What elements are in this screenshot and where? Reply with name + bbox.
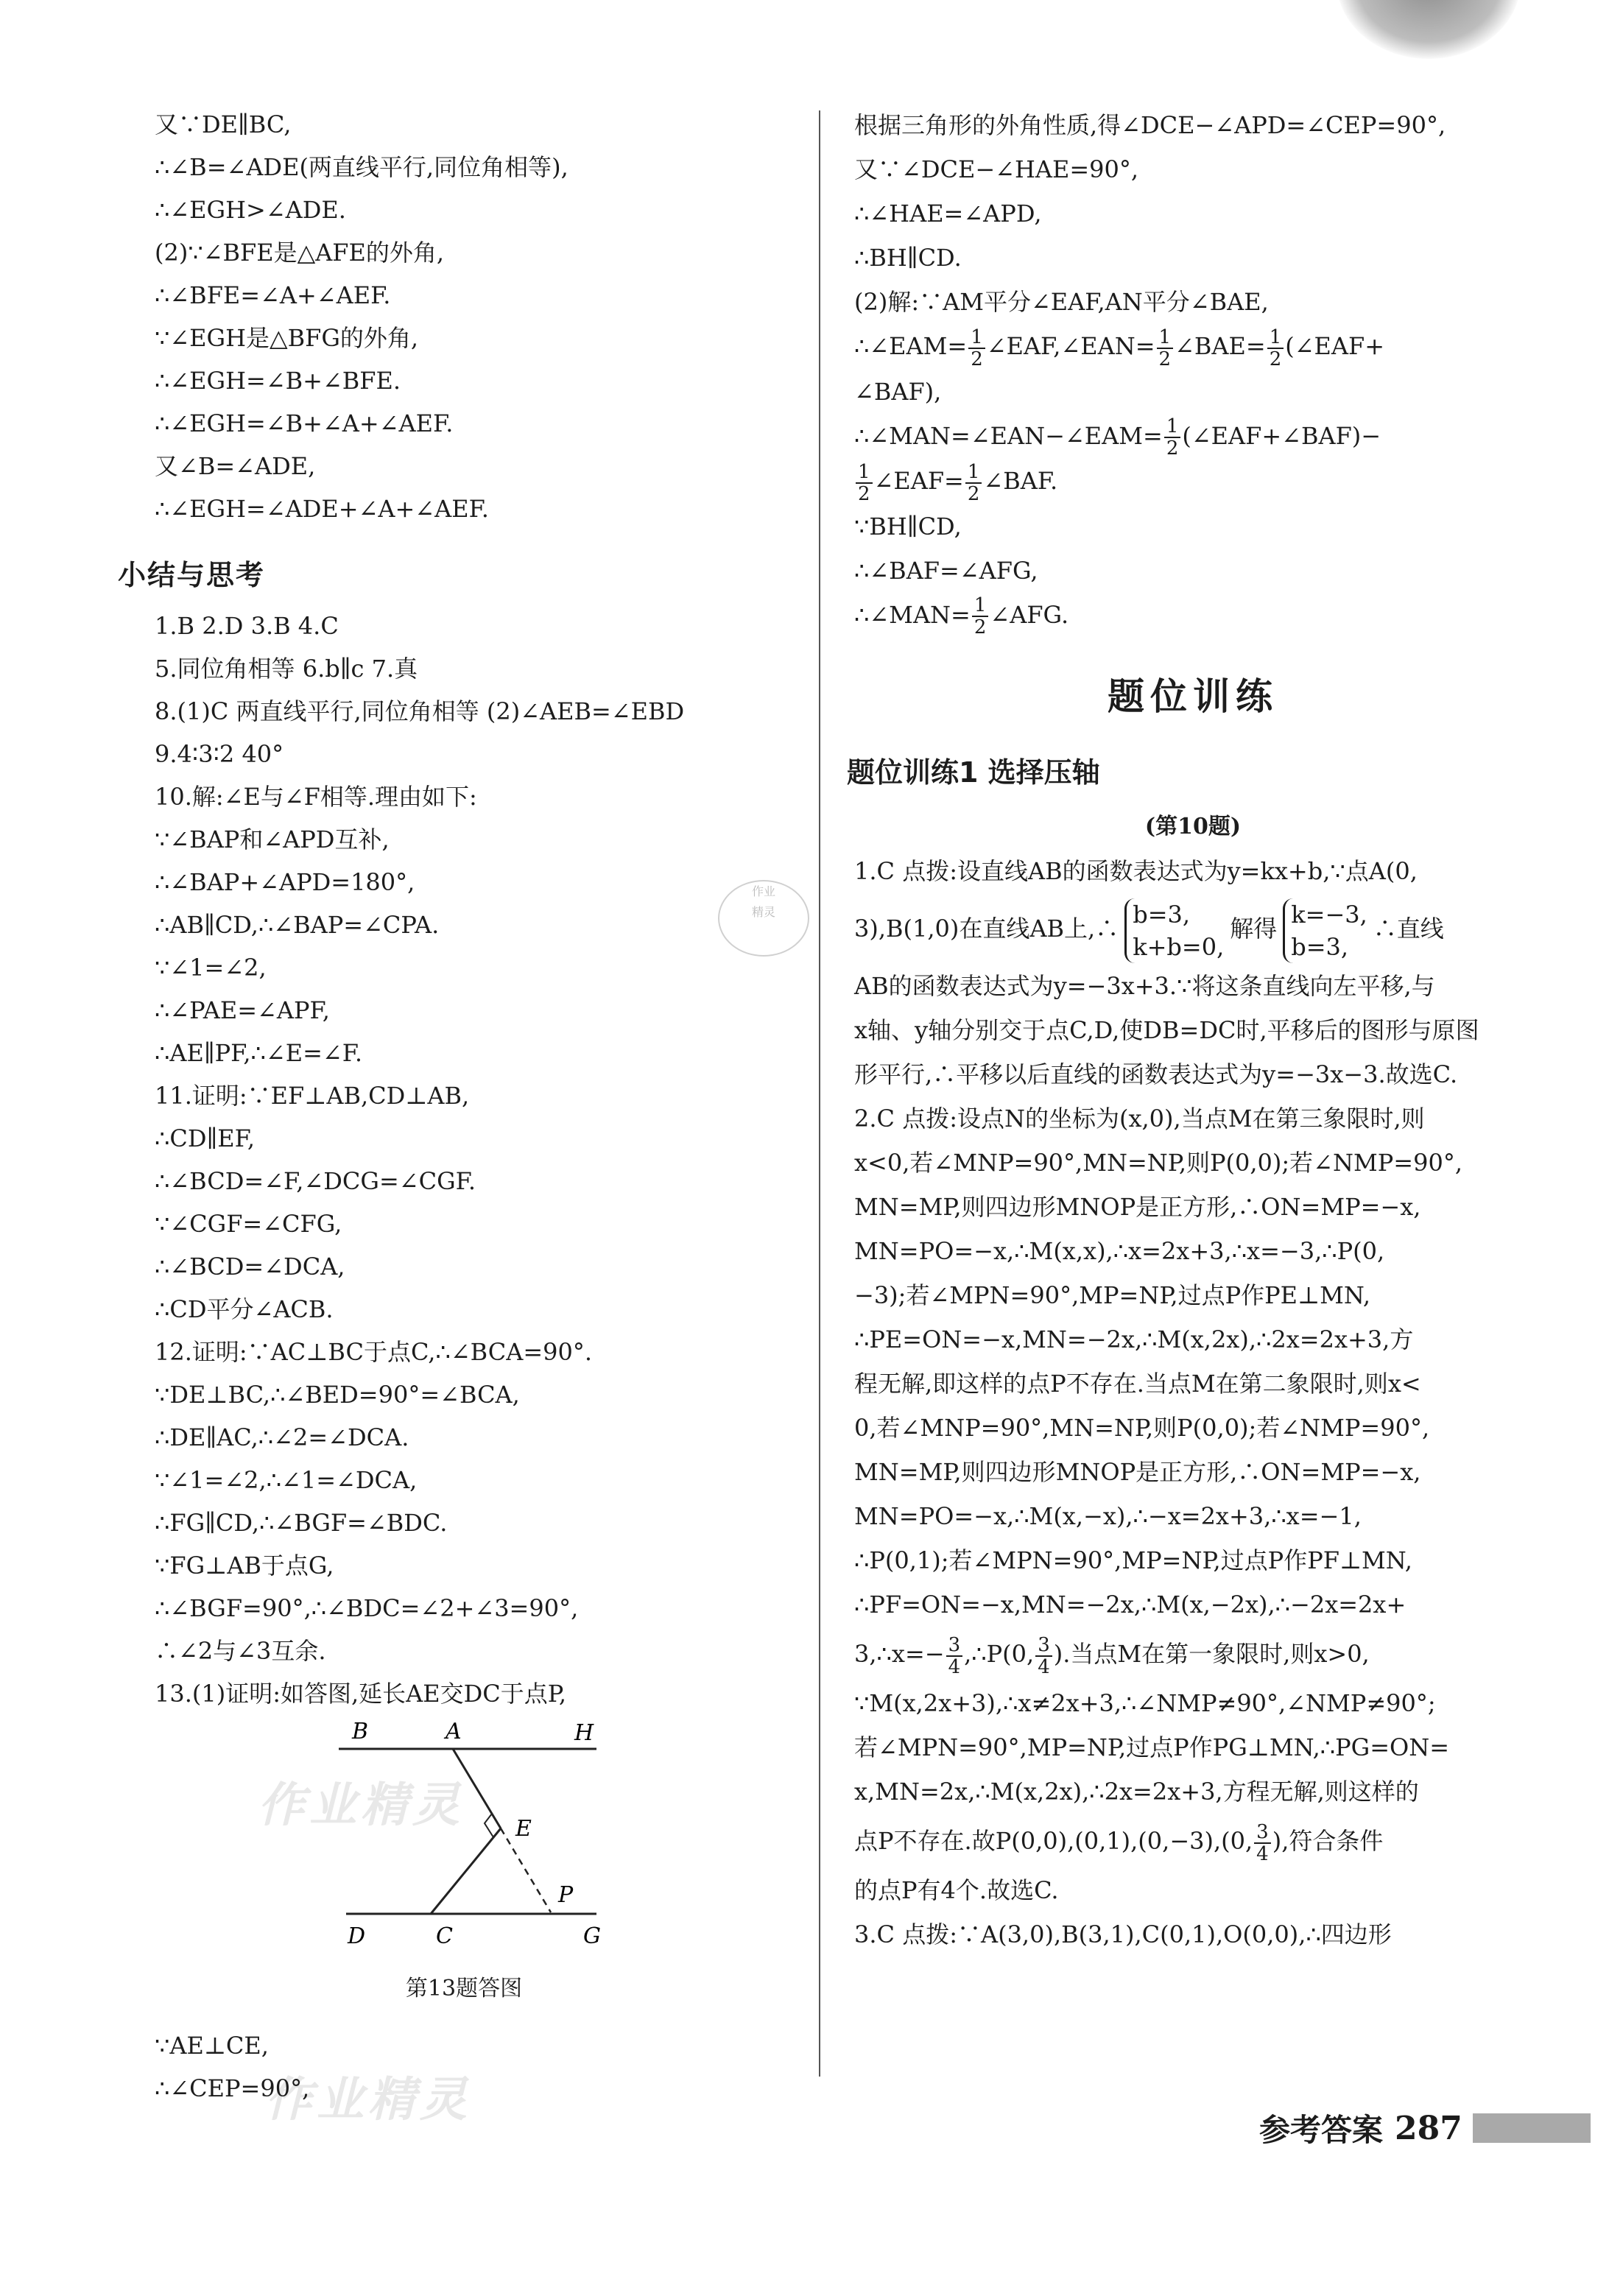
text-line: ∴∠CEP=90°, (155, 2074, 310, 2102)
q1-line: x轴、y轴分别交于点C,D,使DB=DC时,平移后的图形与原图 (854, 1016, 1479, 1044)
left-answers-block (155, 605, 803, 1715)
label-d: D (348, 1923, 366, 1949)
geometry-diagram (155, 1718, 803, 1968)
figure-caption: 第13题答图 (405, 1976, 523, 2001)
text-line: MN=MP,则四边形MNOP是正方形,∴ON=MP=−x, (854, 1193, 1421, 1221)
footer-bar (1473, 2113, 1591, 2143)
baf-line: ∴∠BAF=∠AFG, (854, 556, 1038, 585)
fraction-three-quarters: $\frac{3}{4}$ (946, 1635, 963, 1677)
q1-line: 形平行,∴平移以后直线的函数表达式为y=−3x−3.故选C. (854, 1060, 1458, 1088)
section-sub-title: 题位训练1 选择压轴 (847, 756, 1100, 789)
section-title: 小结与思考 (118, 559, 266, 591)
eam-line-cont: ∠BAF), (854, 377, 942, 406)
label-b: B (352, 1719, 369, 1744)
text-line: 又∠B=∠ADE, (155, 452, 316, 480)
text-line: ∵∠1=∠2,∴∠1=∠DCA, (155, 1466, 418, 1494)
text-line: 根据三角形的外角性质,得∠DCE−∠APD=∠CEP=90°, (854, 111, 1446, 139)
text-line: 程无解,即这样的点P不存在.当点M在第二象限时,则x< (854, 1370, 1421, 1398)
fraction-half: $\frac{1}{2}$ (965, 462, 982, 504)
left-proof-block (155, 103, 803, 530)
text-line: (2)∵∠BFE是△AFE的外角, (155, 239, 445, 267)
stamp-seal: 作业 精灵 (718, 880, 809, 957)
text-line: 若∠MPN=90°,MP=NP,过点P作PG⊥MN,∴PG=ON= (854, 1733, 1450, 1761)
man-line: ∴∠MAN=∠EAN−∠EAM= $\frac{1}{2}$ (∠EAF+∠BAF)− (854, 415, 1381, 459)
text-line: ∵∠BAP和∠APD互补, (155, 825, 390, 853)
text-line: 5.同位角相等 6.b∥c 7.真 (155, 655, 418, 683)
text-line: 12.证明:∵AC⊥BC于点C,∴∠BCA=90°. (155, 1338, 593, 1366)
left-tail-block (155, 2024, 803, 2110)
text-line: ∴∠EGH=∠ADE+∠A+∠AEF. (155, 495, 489, 523)
text-line: ∵∠1=∠2, (155, 954, 267, 982)
fraction-three-quarters: $\frac{3}{4}$ (1254, 1822, 1271, 1864)
text-line: x,MN=2x,∴M(x,2x),∴2x=2x+3,方程无解,则这样的 (854, 1778, 1419, 1806)
text-line: (2)解:∵AM平分∠EAF,AN平分∠BAE, (854, 288, 1269, 316)
figure-13 (155, 1718, 803, 1968)
q1-system-line: 3),B(1,0)在直线AB上,∴ b=3, k+b=0, 解得 k=−3, b=3, ∴直线 (854, 893, 1532, 964)
right-proof-block (854, 103, 1532, 324)
text-line: 又∵DE∥BC, (155, 110, 292, 138)
label-c: C (436, 1923, 453, 1949)
q2-fraction-line: 3,∴x=− $\frac{3}{4}$ ,∴P(0, $\frac{3}{4}$ ).当点M在第一象限时,则x>0, (854, 1633, 1370, 1678)
left-column (118, 103, 803, 2110)
text-line: ∴AE∥PF,∴∠E=∠F. (155, 1039, 363, 1067)
eam-line: ∴∠EAM= $\frac{1}{2}$ ∠EAF,∠EAN= $\frac{1}{2}$ ∠BAE= $\frac{1}{2}$ (∠EAF+ (854, 325, 1385, 370)
text-line: 又∵∠DCE−∠HAE=90°, (854, 155, 1139, 183)
text-line: ∴∠HAE=∠APD, (854, 200, 1042, 228)
segment-ec (431, 1828, 501, 1914)
label-a: A (446, 1719, 462, 1744)
footer-label: 参考答案 (1259, 2112, 1384, 2148)
text-line: ∴PF=ON=−x,MN=−2x,∴M(x,−2x),∴−2x=2x+ (854, 1591, 1406, 1619)
text-line: −3);若∠MPN=90°,MP=NP,过点P作PE⊥MN, (854, 1281, 1370, 1309)
label-g: G (583, 1923, 601, 1949)
final-line: ∴∠MAN= $\frac{1}{2}$ ∠AFG. (854, 594, 1069, 638)
fraction-half: $\frac{1}{2}$ (856, 462, 873, 504)
text-line: ∵∠EGH是△BFG的外角, (155, 324, 419, 352)
fraction-three-quarters: $\frac{3}{4}$ (1035, 1635, 1052, 1677)
section-big-title: 题位训练 (1108, 675, 1278, 718)
segment-ae (453, 1749, 501, 1828)
text-line: ∴PE=ON=−x,MN=−2x,∴M(x,2x),∴2x=2x+3,方 (854, 1325, 1414, 1353)
text-line: ∴BH∥CD. (854, 244, 962, 272)
text-line: ∴∠BCD=∠F,∠DCG=∠CGF. (155, 1167, 476, 1195)
equation-system: k=−3, b=3, (1283, 898, 1367, 963)
text-line: ∴DE∥AC,∴∠2=∠DCA. (155, 1423, 409, 1451)
text-line: ∴∠BFE=∠A+∠AEF. (155, 281, 391, 309)
text-line: ∴∠B=∠ADE(两直线平行,同位角相等), (155, 153, 568, 181)
text-line: 1.B 2.D 3.B 4.C (155, 612, 339, 640)
text-line: ∴∠BGF=90°,∴∠BDC=∠2+∠3=90°, (155, 1594, 579, 1622)
text-line: ∵AE⊥CE, (155, 2032, 269, 2060)
watermark: 作业精灵 (258, 1778, 464, 1833)
text-line: ∴AB∥CD,∴∠BAP=∠CPA. (155, 911, 440, 939)
equation-system: b=3, k+b=0, (1124, 898, 1224, 963)
column-divider (819, 110, 820, 2077)
text-line: ∴P(0,1);若∠MPN=90°,MP=NP,过点P作PF⊥MN, (854, 1546, 1412, 1574)
text-line: ∴∠EGH>∠ADE. (155, 196, 346, 224)
text-line: ∵FG⊥AB于点G, (155, 1552, 334, 1580)
fraction-half: $\frac{1}{2}$ (972, 595, 989, 638)
text-line: 0,若∠MNP=90°,MN=NP,则P(0,0);若∠NMP=90°, (854, 1414, 1430, 1442)
text-line: 2.C 点拨:设点N的坐标为(x,0),当点M在第三象限时,则 (854, 1105, 1425, 1133)
fraction-half: $\frac{1}{2}$ (1267, 327, 1284, 370)
text-line: MN=PO=−x,∴M(x,x),∴x=2x+3,∴x=−3,∴P(0, (854, 1237, 1385, 1265)
corner-shadow (1337, 0, 1521, 59)
text-line: ∴CD平分∠ACB. (155, 1295, 334, 1323)
q3-line: 3.C 点拨:∵A(3,0),B(3,1),C(0,1),O(0,0),∴四边形 (854, 1920, 1392, 1948)
right-angle-mark (485, 1814, 493, 1837)
text-line: 11.证明:∵EF⊥AB,CD⊥AB, (155, 1082, 470, 1110)
label-p: P (558, 1882, 574, 1908)
fraction-half: $\frac{1}{2}$ (1157, 327, 1174, 370)
text-line: 13.(1)证明:如答图,延长AE交DC于点P, (155, 1680, 567, 1708)
text-line: ∴∠BCD=∠DCA, (155, 1253, 345, 1281)
q1-line: 1.C 点拨:设直线AB的函数表达式为y=kx+b,∵点A(0, (854, 857, 1418, 885)
q1-line: AB的函数表达式为y=−3x+3.∵将这条直线向左平移,与 (854, 972, 1435, 1000)
q2-block (854, 1096, 1532, 1627)
page-number: 287 (1395, 2109, 1462, 2147)
right-column (847, 103, 1532, 1957)
text-line: ∵M(x,2x+3),∴x≠2x+3,∴∠NMP≠90°,∠NMP≠90°; (854, 1689, 1436, 1717)
text-line: ∴∠EGH=∠B+∠BFE. (155, 367, 401, 395)
fraction-half: $\frac{1}{2}$ (1164, 416, 1181, 459)
man-line-cont: $\frac{1}{2}$ ∠EAF= $\frac{1}{2}$ ∠BAF. (854, 459, 1532, 504)
fraction-half: $\frac{1}{2}$ (968, 327, 985, 370)
label-e: E (515, 1816, 532, 1842)
text-line: 9.4∶3∶2 40° (155, 740, 284, 768)
text-line: 8.(1)C 两直线平行,同位角相等 (2)∠AEB=∠EBD (155, 697, 685, 725)
text-line: ∴∠2与∠3互余. (155, 1637, 326, 1665)
text-line: ∵∠CGF=∠CFG, (155, 1210, 342, 1238)
text-line: ∴∠EGH=∠B+∠A+∠AEF. (155, 409, 454, 437)
text-line: ∴FG∥CD,∴∠BGF=∠BDC. (155, 1509, 448, 1537)
text-line: ∴CD∥EF, (155, 1124, 256, 1152)
question-label: (第10题) (1144, 814, 1242, 839)
text-line: 10.解:∠E与∠F相等.理由如下: (155, 783, 477, 811)
bh-line: ∵BH∥CD, (854, 512, 962, 540)
text-line: ∵DE⊥BC,∴∠BED=90°=∠BCA, (155, 1381, 520, 1409)
text-line: ∴∠BAP+∠APD=180°, (155, 868, 415, 896)
text-line: x<0,若∠MNP=90°,MN=NP,则P(0,0);若∠NMP=90°, (854, 1149, 1462, 1177)
text-line: ∴∠PAE=∠APF, (155, 996, 330, 1024)
page-footer (1259, 2106, 1591, 2150)
label-h: H (574, 1720, 594, 1746)
q2-block-cont (854, 1681, 1532, 1814)
q2-last-line: 点P不存在.故P(0,0),(0,1),(0,−3),(0, $\frac{3}{4}$ ),符合条件 (854, 1820, 1384, 1865)
text-line: MN=PO=−x,∴M(x,−x),∴−x=2x+3,∴x=−1, (854, 1502, 1362, 1530)
text-line: MN=MP,则四边形MNOP是正方形,∴ON=MP=−x, (854, 1458, 1421, 1486)
watermark: 作业精灵 (265, 2073, 471, 2127)
q2-end-line: 的点P有4个.故选C. (854, 1876, 1059, 1904)
